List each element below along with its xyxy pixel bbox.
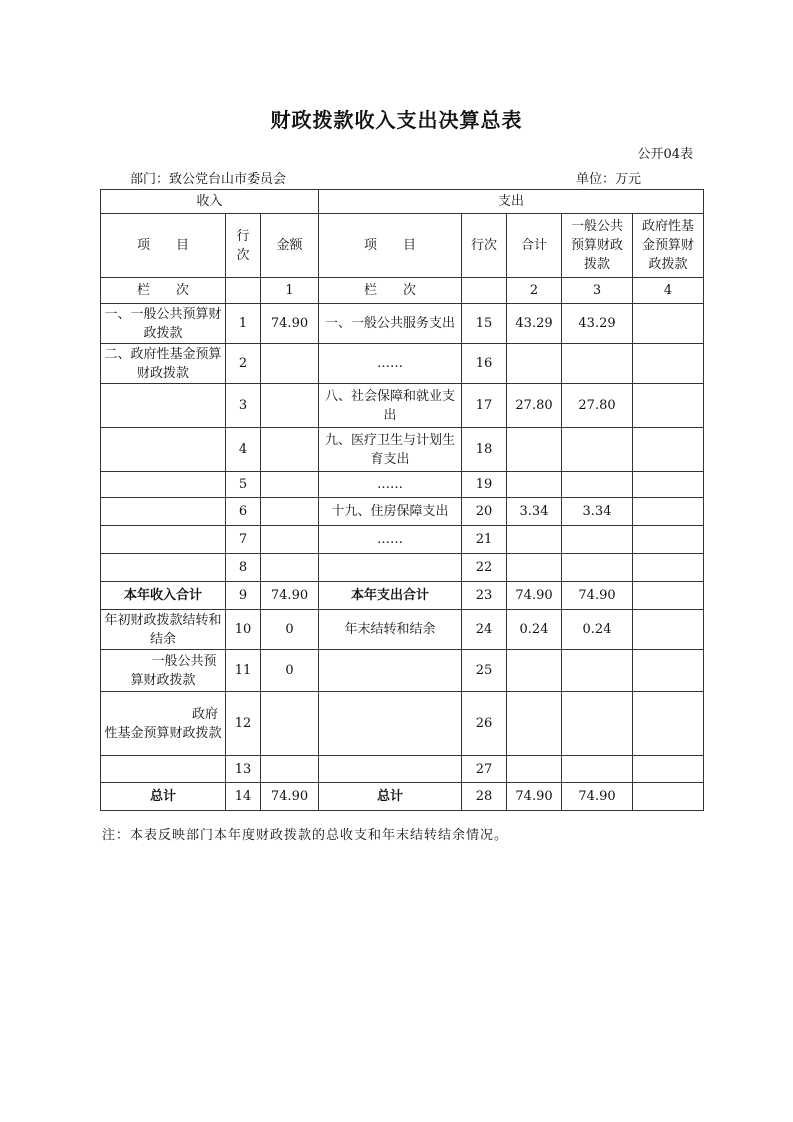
expense-general — [562, 428, 633, 472]
income-item — [101, 756, 226, 783]
fund-budget-header: 政府性基金预算财政拨款 — [633, 214, 704, 278]
expense-general — [562, 756, 633, 783]
income-amount — [261, 428, 319, 472]
table-row — [101, 472, 704, 498]
expense-item: …… — [319, 344, 462, 384]
expense-item: 十九、住房保障支出 — [319, 498, 462, 526]
expense-row-no: 25 — [462, 650, 507, 692]
expense-general: 0.24 — [562, 610, 633, 650]
expense-total — [507, 692, 562, 756]
income-row-no: 8 — [226, 554, 261, 582]
expense-total — [507, 526, 562, 554]
income-amount — [261, 384, 319, 428]
table-row — [101, 692, 704, 756]
income-row-no-header: 行 次 — [226, 214, 261, 278]
expense-row-no: 24 — [462, 610, 507, 650]
budget-summary-table — [100, 189, 704, 811]
expense-general — [562, 650, 633, 692]
expense-fund — [633, 472, 704, 498]
expense-total — [507, 472, 562, 498]
expense-lan-label: 栏 次 — [319, 278, 462, 304]
column-header-row — [101, 214, 704, 278]
expense-header: 支出 — [319, 190, 704, 214]
income-item: 总计 — [101, 783, 226, 811]
expense-fund — [633, 692, 704, 756]
expense-item — [319, 756, 462, 783]
expense-total: 43.29 — [507, 304, 562, 344]
expense-general: 3.34 — [562, 498, 633, 526]
income-item: 政府性基金预算财政拨款 — [101, 692, 226, 756]
expense-item: 本年支出合计 — [319, 582, 462, 610]
expense-fund — [633, 526, 704, 554]
income-amount — [261, 756, 319, 783]
expense-row-no: 19 — [462, 472, 507, 498]
expense-total — [507, 554, 562, 582]
expense-fund — [633, 783, 704, 811]
table-row — [101, 582, 704, 610]
income-item — [101, 498, 226, 526]
income-item — [101, 526, 226, 554]
expense-fund — [633, 498, 704, 526]
expense-general: 27.80 — [562, 384, 633, 428]
expense-row-no: 23 — [462, 582, 507, 610]
income-row-no: 3 — [226, 384, 261, 428]
income-amount — [261, 554, 319, 582]
expense-general: 74.90 — [562, 783, 633, 811]
expense-item: 年末结转和结余 — [319, 610, 462, 650]
expense-total — [507, 428, 562, 472]
expense-general — [562, 344, 633, 384]
empty-cell — [462, 278, 507, 304]
income-item: 一、一般公共预算财政拨款 — [101, 304, 226, 344]
expense-item: 一、一般公共服务支出 — [319, 304, 462, 344]
expense-fund — [633, 756, 704, 783]
amount-header: 金额 — [261, 214, 319, 278]
expense-general — [562, 526, 633, 554]
income-row-no: 1 — [226, 304, 261, 344]
income-amount: 0 — [261, 610, 319, 650]
income-amount — [261, 472, 319, 498]
expense-row-no: 27 — [462, 756, 507, 783]
expense-row-no: 28 — [462, 783, 507, 811]
expense-general: 74.90 — [562, 582, 633, 610]
column-index-1: 1 — [261, 278, 319, 304]
column-index-3: 3 — [562, 278, 633, 304]
expense-item — [319, 650, 462, 692]
expense-row-no: 18 — [462, 428, 507, 472]
expense-total — [507, 650, 562, 692]
table-row — [101, 756, 704, 783]
expense-row-no-header: 行次 — [462, 214, 507, 278]
table-row — [101, 428, 704, 472]
income-row-no: 10 — [226, 610, 261, 650]
table-row — [101, 304, 704, 344]
table-row — [101, 498, 704, 526]
income-amount: 0 — [261, 650, 319, 692]
table-row — [101, 650, 704, 692]
column-index-4: 4 — [633, 278, 704, 304]
expense-total — [507, 344, 562, 384]
expense-row-no: 16 — [462, 344, 507, 384]
income-amount: 74.90 — [261, 783, 319, 811]
total-header: 合计 — [507, 214, 562, 278]
expense-item-header: 项 目 — [319, 214, 462, 278]
income-row-no: 5 — [226, 472, 261, 498]
expense-item: 八、社会保障和就业支出 — [319, 384, 462, 428]
column-index-2: 2 — [507, 278, 562, 304]
expense-item: 九、医疗卫生与计划生育支出 — [319, 428, 462, 472]
expense-item: …… — [319, 526, 462, 554]
income-item — [101, 554, 226, 582]
income-row-no: 12 — [226, 692, 261, 756]
income-amount — [261, 526, 319, 554]
table-row — [101, 344, 704, 384]
income-amount: 74.90 — [261, 304, 319, 344]
expense-fund — [633, 610, 704, 650]
expense-fund — [633, 554, 704, 582]
table-row — [101, 384, 704, 428]
department-label: 部门：致公党台山市委员会 — [130, 172, 287, 187]
expense-fund — [633, 428, 704, 472]
income-item — [101, 384, 226, 428]
table-row — [101, 610, 704, 650]
table-row — [101, 526, 704, 554]
expense-fund — [633, 304, 704, 344]
expense-fund — [633, 384, 704, 428]
expense-total: 74.90 — [507, 582, 562, 610]
expense-general — [562, 554, 633, 582]
expense-total — [507, 756, 562, 783]
income-row-no: 9 — [226, 582, 261, 610]
income-item-header: 项 目 — [101, 214, 226, 278]
income-row-no: 2 — [226, 344, 261, 384]
expense-total: 0.24 — [507, 610, 562, 650]
expense-general — [562, 692, 633, 756]
income-amount: 74.90 — [261, 582, 319, 610]
expense-row-no: 15 — [462, 304, 507, 344]
income-lan-label: 栏 次 — [101, 278, 226, 304]
unit-label: 单位：万元 — [576, 172, 642, 187]
income-row-no: 14 — [226, 783, 261, 811]
expense-fund — [633, 650, 704, 692]
income-row-no: 11 — [226, 650, 261, 692]
table-note: 注：本表反映部门本年度财政拨款的总收支和年末结转结余情况。 — [102, 828, 509, 843]
page-title: 财政拨款收入支出决算总表 — [270, 108, 523, 132]
expense-total: 27.80 — [507, 384, 562, 428]
table-row — [101, 783, 704, 811]
expense-row-no: 26 — [462, 692, 507, 756]
expense-row-no: 17 — [462, 384, 507, 428]
expense-total: 3.34 — [507, 498, 562, 526]
empty-cell — [226, 278, 261, 304]
expense-item — [319, 554, 462, 582]
expense-row-no: 22 — [462, 554, 507, 582]
expense-row-no: 21 — [462, 526, 507, 554]
expense-general: 43.29 — [562, 304, 633, 344]
expense-row-no: 20 — [462, 498, 507, 526]
income-row-no: 7 — [226, 526, 261, 554]
expense-fund — [633, 582, 704, 610]
expense-total: 74.90 — [507, 783, 562, 811]
column-index-row — [101, 278, 704, 304]
income-item: 本年收入合计 — [101, 582, 226, 610]
income-item — [101, 428, 226, 472]
income-row-no: 4 — [226, 428, 261, 472]
income-amount — [261, 344, 319, 384]
income-item: 年初财政拨款结转和结余 — [101, 610, 226, 650]
income-row-no: 13 — [226, 756, 261, 783]
income-amount — [261, 692, 319, 756]
income-amount — [261, 498, 319, 526]
expense-fund — [633, 344, 704, 384]
expense-item — [319, 692, 462, 756]
expense-item: …… — [319, 472, 462, 498]
income-item: 二、政府性基金预算财政拨款 — [101, 344, 226, 384]
income-header: 收入 — [101, 190, 319, 214]
table-row — [101, 554, 704, 582]
general-budget-header: 一般公共预算财政拨款 — [562, 214, 633, 278]
income-item — [101, 472, 226, 498]
expense-item: 总计 — [319, 783, 462, 811]
section-header-row — [101, 190, 704, 214]
income-item: 一般公共预算财政拨款 — [101, 650, 226, 692]
expense-general — [562, 472, 633, 498]
income-row-no: 6 — [226, 498, 261, 526]
form-number: 公开04表 — [637, 147, 693, 162]
